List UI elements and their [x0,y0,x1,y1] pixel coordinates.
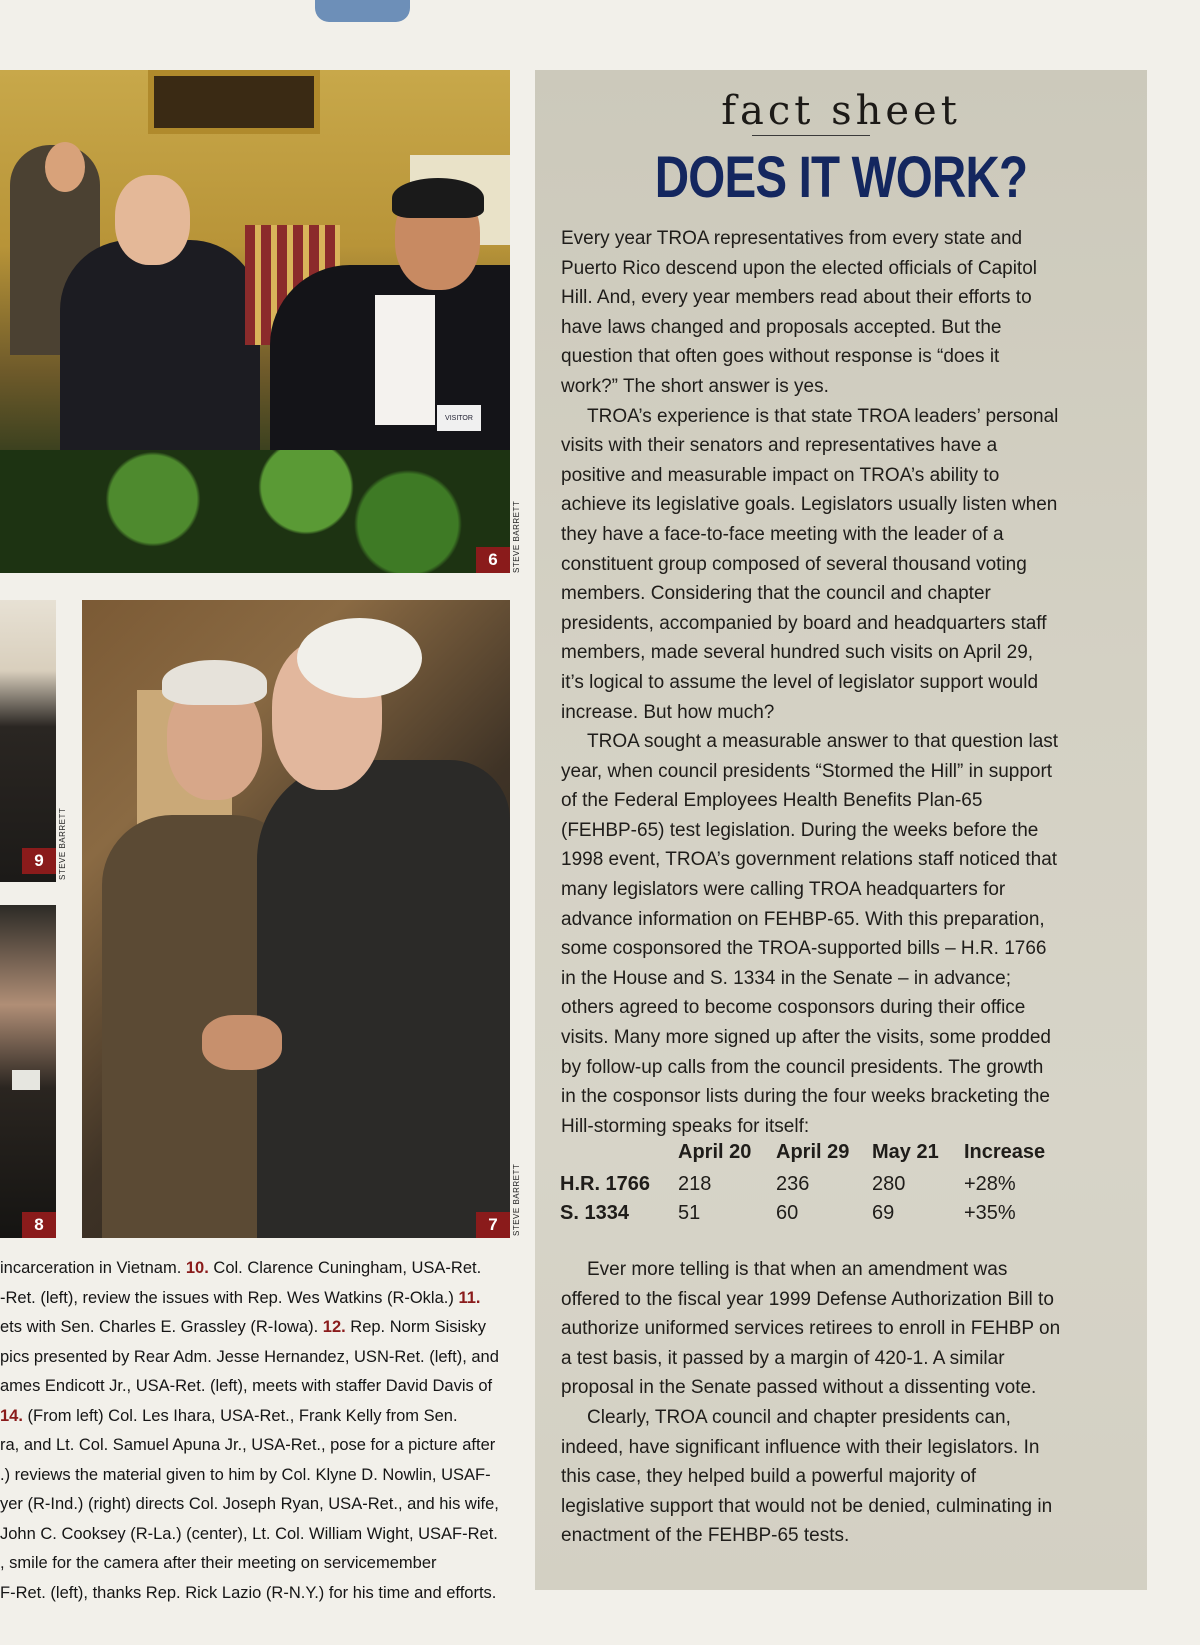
table-cell: 51 [678,1202,701,1224]
table-header: April 29 [776,1140,850,1163]
painting-frame [148,70,320,134]
table-header [560,1138,678,1170]
person-right-hair [392,178,484,218]
table-cell: +28% [964,1173,1016,1195]
table-cell: S. 1334 [560,1202,629,1224]
table-cell: 236 [776,1173,810,1195]
table-cell: 60 [776,1202,799,1224]
caption-line [0,1313,515,1343]
paragraph: TROA’s experience is that state TROA leaders’ personal visits with their senators and representatives have a positive and measurable impact on TROA’s ability to achieve its legislative goals. Legislators usually listen when they have a face-to-face meeting with the leader of a constituent group composed of several thousand voting members. Considering that the council and chapter presidents, accompanied by board and headquarters staff members, made several hundred such visits on April 29, it’s logical to assume the level of legislator support would increase. But how much? [561,405,1059,723]
table-header: Increase [964,1140,1046,1163]
photo-number-9: 9 [22,848,56,874]
caption-number: 14. [0,1406,23,1425]
caption-line [0,1343,515,1373]
caption-text: , smile for the camera after their meeting on servicemember [0,1554,437,1572]
table-cell: 280 [872,1173,906,1195]
shirt [375,295,435,425]
table-cell: +35% [964,1202,1016,1224]
caption-line [0,1431,515,1461]
caption-text: pics presented by Rear Adm. Jesse Hernandez, USN-Ret. (left), and [0,1347,499,1366]
photo-credit-9: STEVE BARRETT [58,807,67,880]
caption-text: ames Endicott Jr., USA-Ret. (left), meets with staffer David Davis of [0,1377,493,1395]
person-left-hair [162,660,267,705]
caption-line [0,1461,515,1491]
caption-text: Rep. Norm Sisisky [345,1318,486,1336]
caption-line [0,1549,515,1579]
plant-foliage [0,450,510,573]
table-header-row [560,1138,1045,1170]
photo-number-8: 8 [22,1212,56,1238]
table-header: April 20 [678,1140,752,1163]
paragraph: TROA sought a measurable answer to that question last year, when council presidents “Stormed the Hill” in support of the Federal Employees Health Benefits Plan-65 (FEHBP-65) test legislation. During the weeks before the 1998 event, TROA’s government relations staff noticed that many legislators were calling TROA headquarters for advance information on FEHBP-65. With this preparation, some cosponsored the TROA-supported bills – H.R. 1766 in the House and S. 1334 in the Senate – in advance; others agreed to become cosponsors during their office visits. Many more signed up after the visits, some prodded by follow-up calls from the council presidents. The growth in the cosponsor lists during the four weeks bracketing the Hill-storming speaks for itself: [561,731,1059,1137]
table-row [560,1199,1045,1228]
caption-line [0,1520,515,1550]
caption-line [0,1284,515,1314]
caption-text: ets with Sen. Charles E. Grassley (R-Iowa). [0,1318,323,1336]
caption-line [0,1579,515,1609]
caption-number: 11. [458,1288,481,1307]
paragraph: Clearly, TROA council and chapter presidents can, indeed, have significant influence with their legislators. In this case, they helped build a powerful majority of legislative support that would not be denied, culminating in enactment of the FEHBP-65 tests. [561,1406,1053,1547]
photo-number-7: 7 [476,1212,510,1238]
cosponsor-table [560,1138,1045,1228]
photo-number-6: 6 [476,547,510,573]
caption-text: (From left) Col. Les Ihara, USA-Ret., Frank Kelly from Sen. [22,1406,458,1425]
article-body [561,224,1061,1141]
page-tab [315,0,410,22]
person-left-face [45,142,85,192]
caption-text: John C. Cooksey (R-La.) (center), Lt. Col. William Wight, USAF-Ret. [0,1524,498,1543]
person-right-body [257,760,510,1238]
person-right-hair [297,618,422,698]
photo-8 [0,905,56,1238]
photo-credit-6: STEVE BARRETT [512,500,521,573]
table-row [560,1170,1045,1199]
caption-line [0,1254,515,1284]
headline: DOES IT WORK? [654,145,1028,210]
name-badge [12,1070,40,1090]
caption-text: -Ret. (left), review the issues with Rep. Wes Watkins (R-Okla.) [0,1288,459,1307]
caption-line [0,1402,515,1432]
photo-captions [0,1254,515,1608]
table-header: May 21 [872,1140,939,1163]
fact-sheet-kicker: fact sheet [721,88,961,134]
table-cell: H.R. 1766 [560,1173,651,1195]
caption-text: .) reviews the material given to him by Col. Klyne D. Nowlin, USAF- [0,1465,491,1484]
caption-text: ra, and Lt. Col. Samuel Apuna Jr., USA-Ret., pose for a picture after [0,1436,496,1454]
person-center-face [115,175,190,265]
caption-text: Col. Clarence Cuningham, USA-Ret. [208,1259,482,1277]
table-cell: 69 [872,1202,895,1224]
kicker-divider [752,135,870,136]
caption-line [0,1372,515,1402]
table-cell: 218 [678,1173,712,1195]
handshake [202,1015,282,1070]
caption-line [0,1490,515,1520]
visitor-badge: VISITOR [437,405,481,431]
photo-6 [0,70,510,573]
caption-number: 10. [185,1259,209,1277]
photo-7 [82,600,510,1238]
photo-9 [0,600,56,882]
paragraph: Every year TROA representatives from every state and Puerto Rico descend upon the elected officials of Capitol Hill. And, every year members read about their efforts to have laws changed and proposals accepted. But the question that often goes without response is “does it work?” The short answer is yes. [561,228,1038,397]
caption-text: incarceration in Vietnam. [0,1259,186,1277]
photo-credit-7: STEVE BARRETT [512,1163,521,1236]
caption-text: yer (R-Ind.) (right) directs Col. Joseph Ryan, USA-Ret., and his wife, [0,1495,499,1513]
article-closing [561,1255,1061,1551]
caption-text: F-Ret. (left), thanks Rep. Rick Lazio (R-N.Y.) for his time and efforts. [0,1583,497,1602]
paragraph: Ever more telling is that when an amendment was offered to the fiscal year 1999 Defense Authorization Bill to authorize uniformed services retirees to enroll in FEHBP on a test basis, it passed by a margin of 420-1. A similar proposal in the Senate passed without a dissenting vote. [561,1259,1061,1399]
caption-number: 12. [322,1318,346,1336]
